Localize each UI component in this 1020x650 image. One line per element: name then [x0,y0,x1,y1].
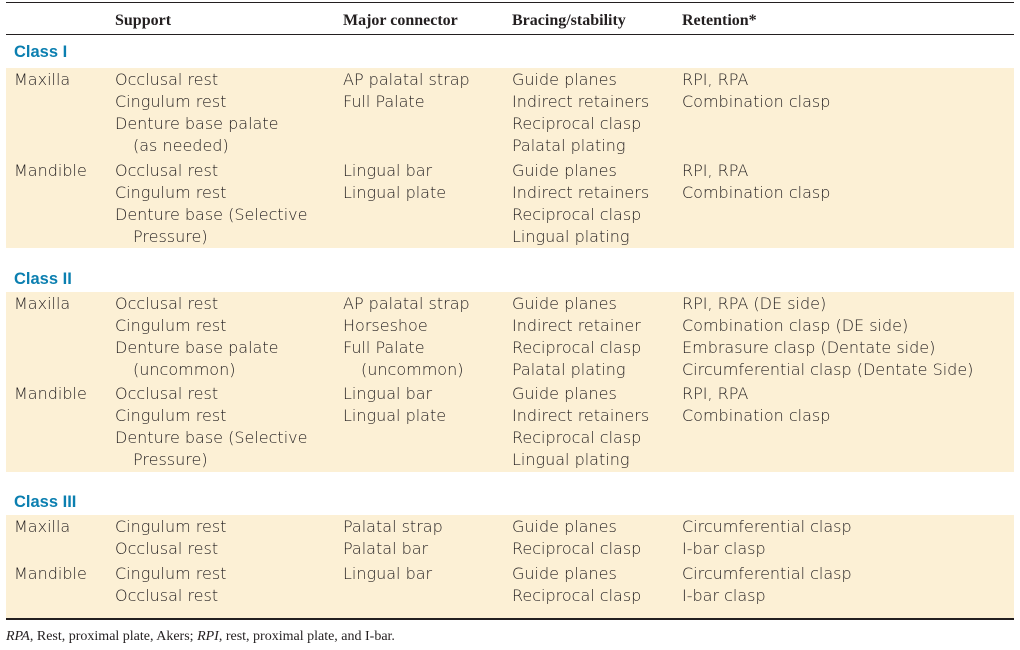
cell-line: Lingual plate [343,183,447,202]
cell-line: Denture base palate [115,114,279,133]
cell-line: Cingulum rest [115,316,227,335]
cell-line: Guide planes [512,564,617,583]
class-i-maxilla-arch: Maxilla [14,70,71,89]
cell-line: Reciprocal clasp [512,205,642,224]
class-ii-maxilla-major-connector [343,293,470,381]
header-rule [6,34,1014,35]
cell-line: Lingual bar [343,161,433,180]
class-iii-mandible-major-connector [343,563,432,585]
cell-line: Guide planes [512,517,617,536]
class-iii-title: Class III [14,493,77,511]
class-i-mandible-arch: Mandible [14,161,87,180]
cell-line: Embrasure clasp (Dentate side) [682,338,936,357]
cell-line: Full Palate [343,92,425,111]
cell-line: Lingual bar [343,384,433,403]
class-i-maxilla-major-connector [343,69,470,113]
header-major-connector: Major connector [343,12,458,29]
class-ii-maxilla-bracing [512,293,641,381]
table-header [6,12,1014,34]
class-iii-maxilla-arch: Maxilla [14,517,71,536]
cell-line: RPI, RPA (DE side) [682,294,827,313]
class-iii-maxilla-retention [682,516,852,560]
cell-line: RPI, RPA [682,384,749,403]
cell-line: Occlusal rest [115,384,219,403]
top-rule [6,2,1014,3]
cell-line: Guide planes [512,161,617,180]
class-ii-title: Class II [14,270,72,288]
cell-line: Guide planes [512,70,617,89]
cell-line: Horseshoe [343,316,428,335]
class-iii-mandible-support [115,563,226,607]
table-footnote [6,629,395,645]
class-i-mandible-retention [682,160,830,204]
cell-line: Reciprocal clasp [512,114,642,133]
cell-line: Combination clasp [682,406,831,425]
cell-line: AP palatal strap [343,70,470,89]
cell-line: I-bar clasp [682,586,766,605]
cell-line: Pressure) [133,450,208,469]
cell-line: I-bar clasp [682,539,766,558]
cell-line: Reciprocal clasp [512,428,642,447]
class-ii-mandible-major-connector [343,383,446,427]
class-ii-mandible-support [115,383,307,471]
cell-line: RPI, RPA [682,161,749,180]
cell-line: Guide planes [512,294,617,313]
cell-line: (as needed) [133,136,229,155]
cell-line: Occlusal rest [115,539,219,558]
class-iii-mandible-retention [682,563,852,607]
class-ii-maxilla-retention [682,293,973,381]
cell-line: Cingulum rest [115,517,227,536]
cell-line: Denture base (Selective [115,205,308,224]
bottom-rule [6,618,1014,620]
cell-line: Palatal plating [512,360,626,379]
cell-line: Indirect retainers [512,406,650,425]
cell-line: Lingual bar [343,564,433,583]
class-iii-maxilla-support [115,516,226,560]
class-i-mandible-major-connector [343,160,446,204]
cell-line: Pressure) [133,227,208,246]
class-i-mandible-support [115,160,307,248]
cell-line: (uncommon) [361,360,464,379]
class-iii-maxilla-bracing [512,516,641,560]
cell-line: Occlusal rest [115,586,219,605]
class-ii-mandible-arch: Mandible [14,384,87,403]
footnote-def-rpa: , Rest, proximal plate, Akers; [29,629,198,644]
class-i-mandible-bracing [512,160,649,248]
cell-line: Cingulum rest [115,406,227,425]
cell-line: Reciprocal clasp [512,586,642,605]
cell-line: Guide planes [512,384,617,403]
footnote-abbr-rpa: RPA [6,629,30,644]
class-ii-mandible-retention [682,383,830,427]
cell-line: Palatal strap [343,517,443,536]
cell-line: Lingual plating [512,227,630,246]
cell-line: Cingulum rest [115,183,227,202]
cell-line: Cingulum rest [115,564,227,583]
cell-line: Occlusal rest [115,70,219,89]
cell-line: Occlusal rest [115,294,219,313]
cell-line: Palatal plating [512,136,626,155]
cell-line: Indirect retainers [512,92,650,111]
cell-line: Lingual plating [512,450,630,469]
cell-line: Denture base (Selective [115,428,308,447]
cell-line: Palatal bar [343,539,429,558]
header-retention: Retention* [682,12,757,29]
cell-line: AP palatal strap [343,294,470,313]
cell-line: Reciprocal clasp [512,539,642,558]
cell-line: Circumferential clasp [682,564,852,583]
class-i-maxilla-retention [682,69,830,113]
cell-line: Lingual plate [343,406,447,425]
cell-line: (uncommon) [133,360,236,379]
cell-line: Combination clasp [682,183,831,202]
cell-line: Full Palate [343,338,425,357]
class-i-title: Class I [14,43,68,61]
cell-line: Occlusal rest [115,161,219,180]
cell-line: Combination clasp (DE side) [682,316,909,335]
cell-line: Reciprocal clasp [512,338,642,357]
class-iii-maxilla-major-connector [343,516,443,560]
footnote-def-rpi: , rest, proximal plate, and I-bar. [218,629,395,644]
cell-line: Combination clasp [682,92,831,111]
header-bracing: Bracing/stability [512,12,626,29]
header-support: Support [115,12,172,29]
class-ii-maxilla-arch: Maxilla [14,294,71,313]
class-iii-mandible-arch: Mandible [14,564,87,583]
class-i-maxilla-support [115,69,278,157]
class-i-maxilla-bracing [512,69,649,157]
cell-line: Indirect retainer [512,316,641,335]
cell-line: Denture base palate [115,338,279,357]
cell-line: RPI, RPA [682,70,749,89]
cell-line: Circumferential clasp (Dentate Side) [682,360,974,379]
cell-line: Cingulum rest [115,92,227,111]
class-ii-mandible-bracing [512,383,649,471]
class-iii-mandible-bracing [512,563,641,607]
class-ii-maxilla-support [115,293,278,381]
cell-line: Indirect retainers [512,183,650,202]
footnote-abbr-rpi: RPI [197,629,219,644]
cell-line: Circumferential clasp [682,517,852,536]
